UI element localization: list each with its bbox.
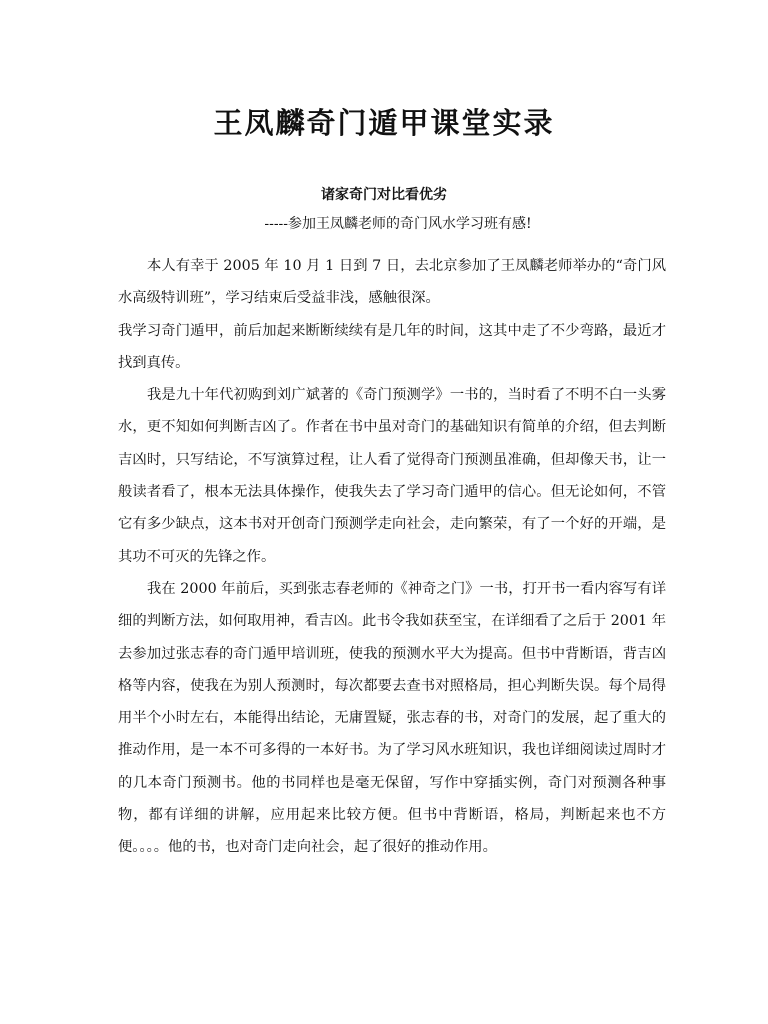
body-text: [118, 250, 666, 864]
section-subtitle: 诸家奇门对比看优劣: [321, 187, 447, 203]
paragraph-4: 我在 2000 年前后，买到张志春老师的《神奇之门》一书，打开书一看内容写有详细的判断方法，如何取用神，看吉凶。此书令我如获至宝，在详细看了之后于 2001 年去参加过张志春的奇门遁甲培训班，使我的预测水平大为提高。但书中背断语，背吉凶格等内容，使我在为别人预测时，每次都要去查书对照格局，担心判断失误。每个局得用半个小时左右，本能得出结论，无庸置疑，张志春的书，对奇门的发展，起了重大的推动作用，是一本不可多得的一本好书。为了学习风水班知识，我也详细阅读过周时才的几本奇门预测书。他的书同样也是毫无保留，写作中穿插实例，奇门对预测各种事物，都有详细的讲解，应用起来比较方便。但书中背断语，格局，判断起来也不方便。。。。他的书，也对奇门走向社会，起了很好的推动作用。: [118, 580, 666, 856]
paragraph-1: 本人有幸于 2005 年 10 月 1 日到 7 日，去北京参加了王凤麟老师举办的“奇门风水高级特训班”，学习结束后受益非浅，感触很深。: [118, 258, 666, 307]
paragraph-3: 我是九十年代初购到刘广斌著的《奇门预测学》一书的，当时看了不明不白一头雾水，更不知如何判断吉凶了。作者在书中虽对奇门的基础知识有简单的介绍，但去判断吉凶时，只写结论，不写演算过程，让人看了觉得奇门预测虽准确，但却像天书，让一般读者看了，根本无法具体操作，使我失去了学习奇门遁甲的信心。但无论如何，不管它有多少缺点，这本书对开创奇门预测学走向社会，走向繁荣，有了一个好的开端，是其功不可灭的先锋之作。: [118, 387, 666, 565]
document-title: 王凤麟奇门遁甲课堂实录: [213, 106, 555, 140]
paragraph-2: 我学习奇门遁甲，前后加起来断断续续有是几年的时间，这其中走了不少弯路，最近才找到真传。: [118, 322, 666, 371]
section-subline: -----参加王凤麟老师的奇门风水学习班有感!: [264, 216, 532, 232]
